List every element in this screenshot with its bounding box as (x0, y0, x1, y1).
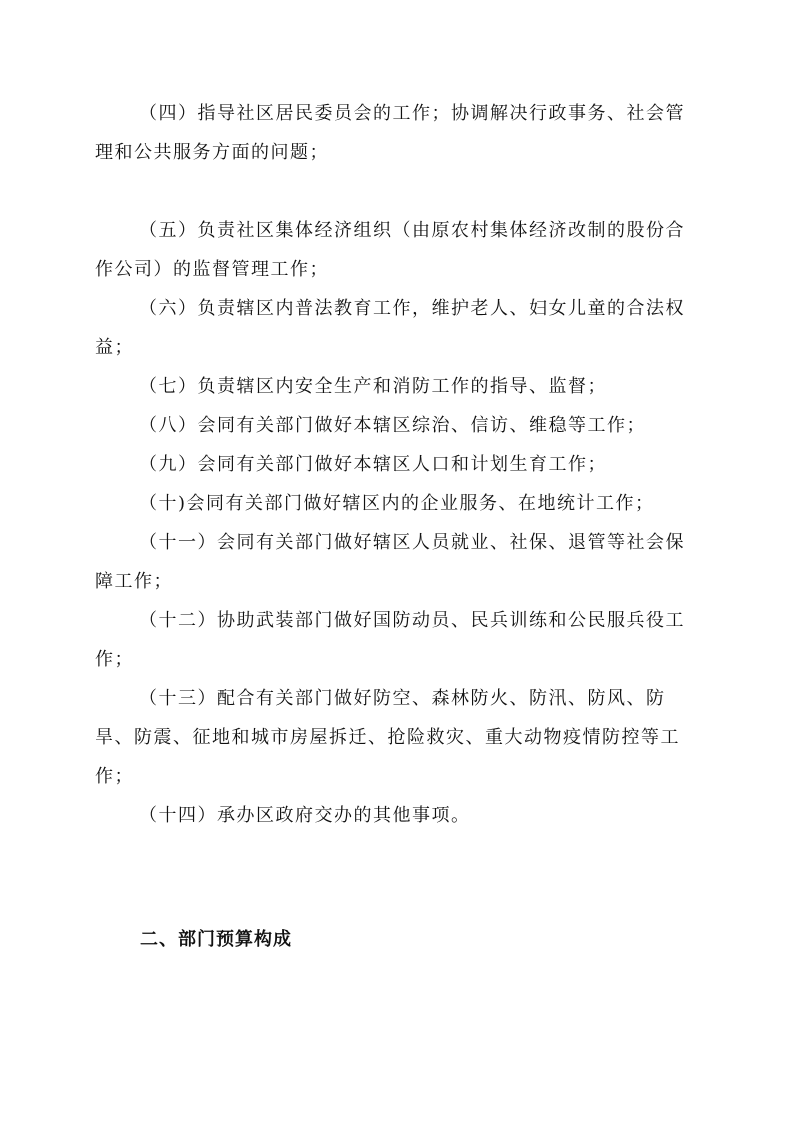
duty-item-5 (95, 211, 695, 289)
duty-item-4-text: （四）指导社区居民委员会的工作；协调解决行政事务、社会管理和公共服务方面的问题； (95, 103, 685, 163)
duty-item-6 (95, 289, 695, 367)
duty-item-11-text: （十一）会同有关部门做好辖区人员就业、社保、退管等社会保障工作； (95, 532, 685, 592)
duty-item-10-text: （十)会同有关部门做好辖区内的企业服务、在地统计工作； (139, 493, 655, 514)
duty-item-6-text: （六）负责辖区内普法教育工作，维护老人、妇女儿童的合法权益； (95, 298, 685, 358)
duty-item-13 (95, 679, 695, 796)
duty-item-11 (95, 523, 695, 601)
duty-item-7-text: （七）负责辖区内安全生产和消防工作的指导、监督； (139, 376, 607, 397)
duty-item-12 (95, 601, 695, 679)
duty-item-12-text: （十二）协助武装部门做好国防动员、民兵训练和公民服兵役工作； (95, 610, 685, 670)
duty-item-9 (95, 445, 695, 484)
duty-item-8 (95, 406, 695, 445)
duty-item-8-text: （八）会同有关部门做好本辖区综治、信访、维稳等工作； (139, 415, 646, 436)
section-heading: 二、部门预算构成 (140, 929, 292, 950)
duty-item-7 (95, 367, 695, 406)
duty-item-13-text: （十三）配合有关部门做好防空、森林防火、防汛、防风、防旱、防震、征地和城市房屋拆迁、抢险救灾、重大动物疫情防控等工作； (95, 688, 680, 787)
duty-item-14-text: （十四）承办区政府交办的其他事项。 (139, 805, 471, 826)
duty-item-14 (95, 796, 695, 835)
duty-item-5-text: （五）负责社区集体经济组织（由原农村集体经济改制的股份合作公司）的监督管理工作； (95, 220, 685, 280)
duty-item-9-text: （九）会同有关部门做好本辖区人口和计划生育工作； (139, 454, 607, 475)
duty-item-4 (95, 94, 695, 172)
duty-item-10 (95, 484, 695, 523)
